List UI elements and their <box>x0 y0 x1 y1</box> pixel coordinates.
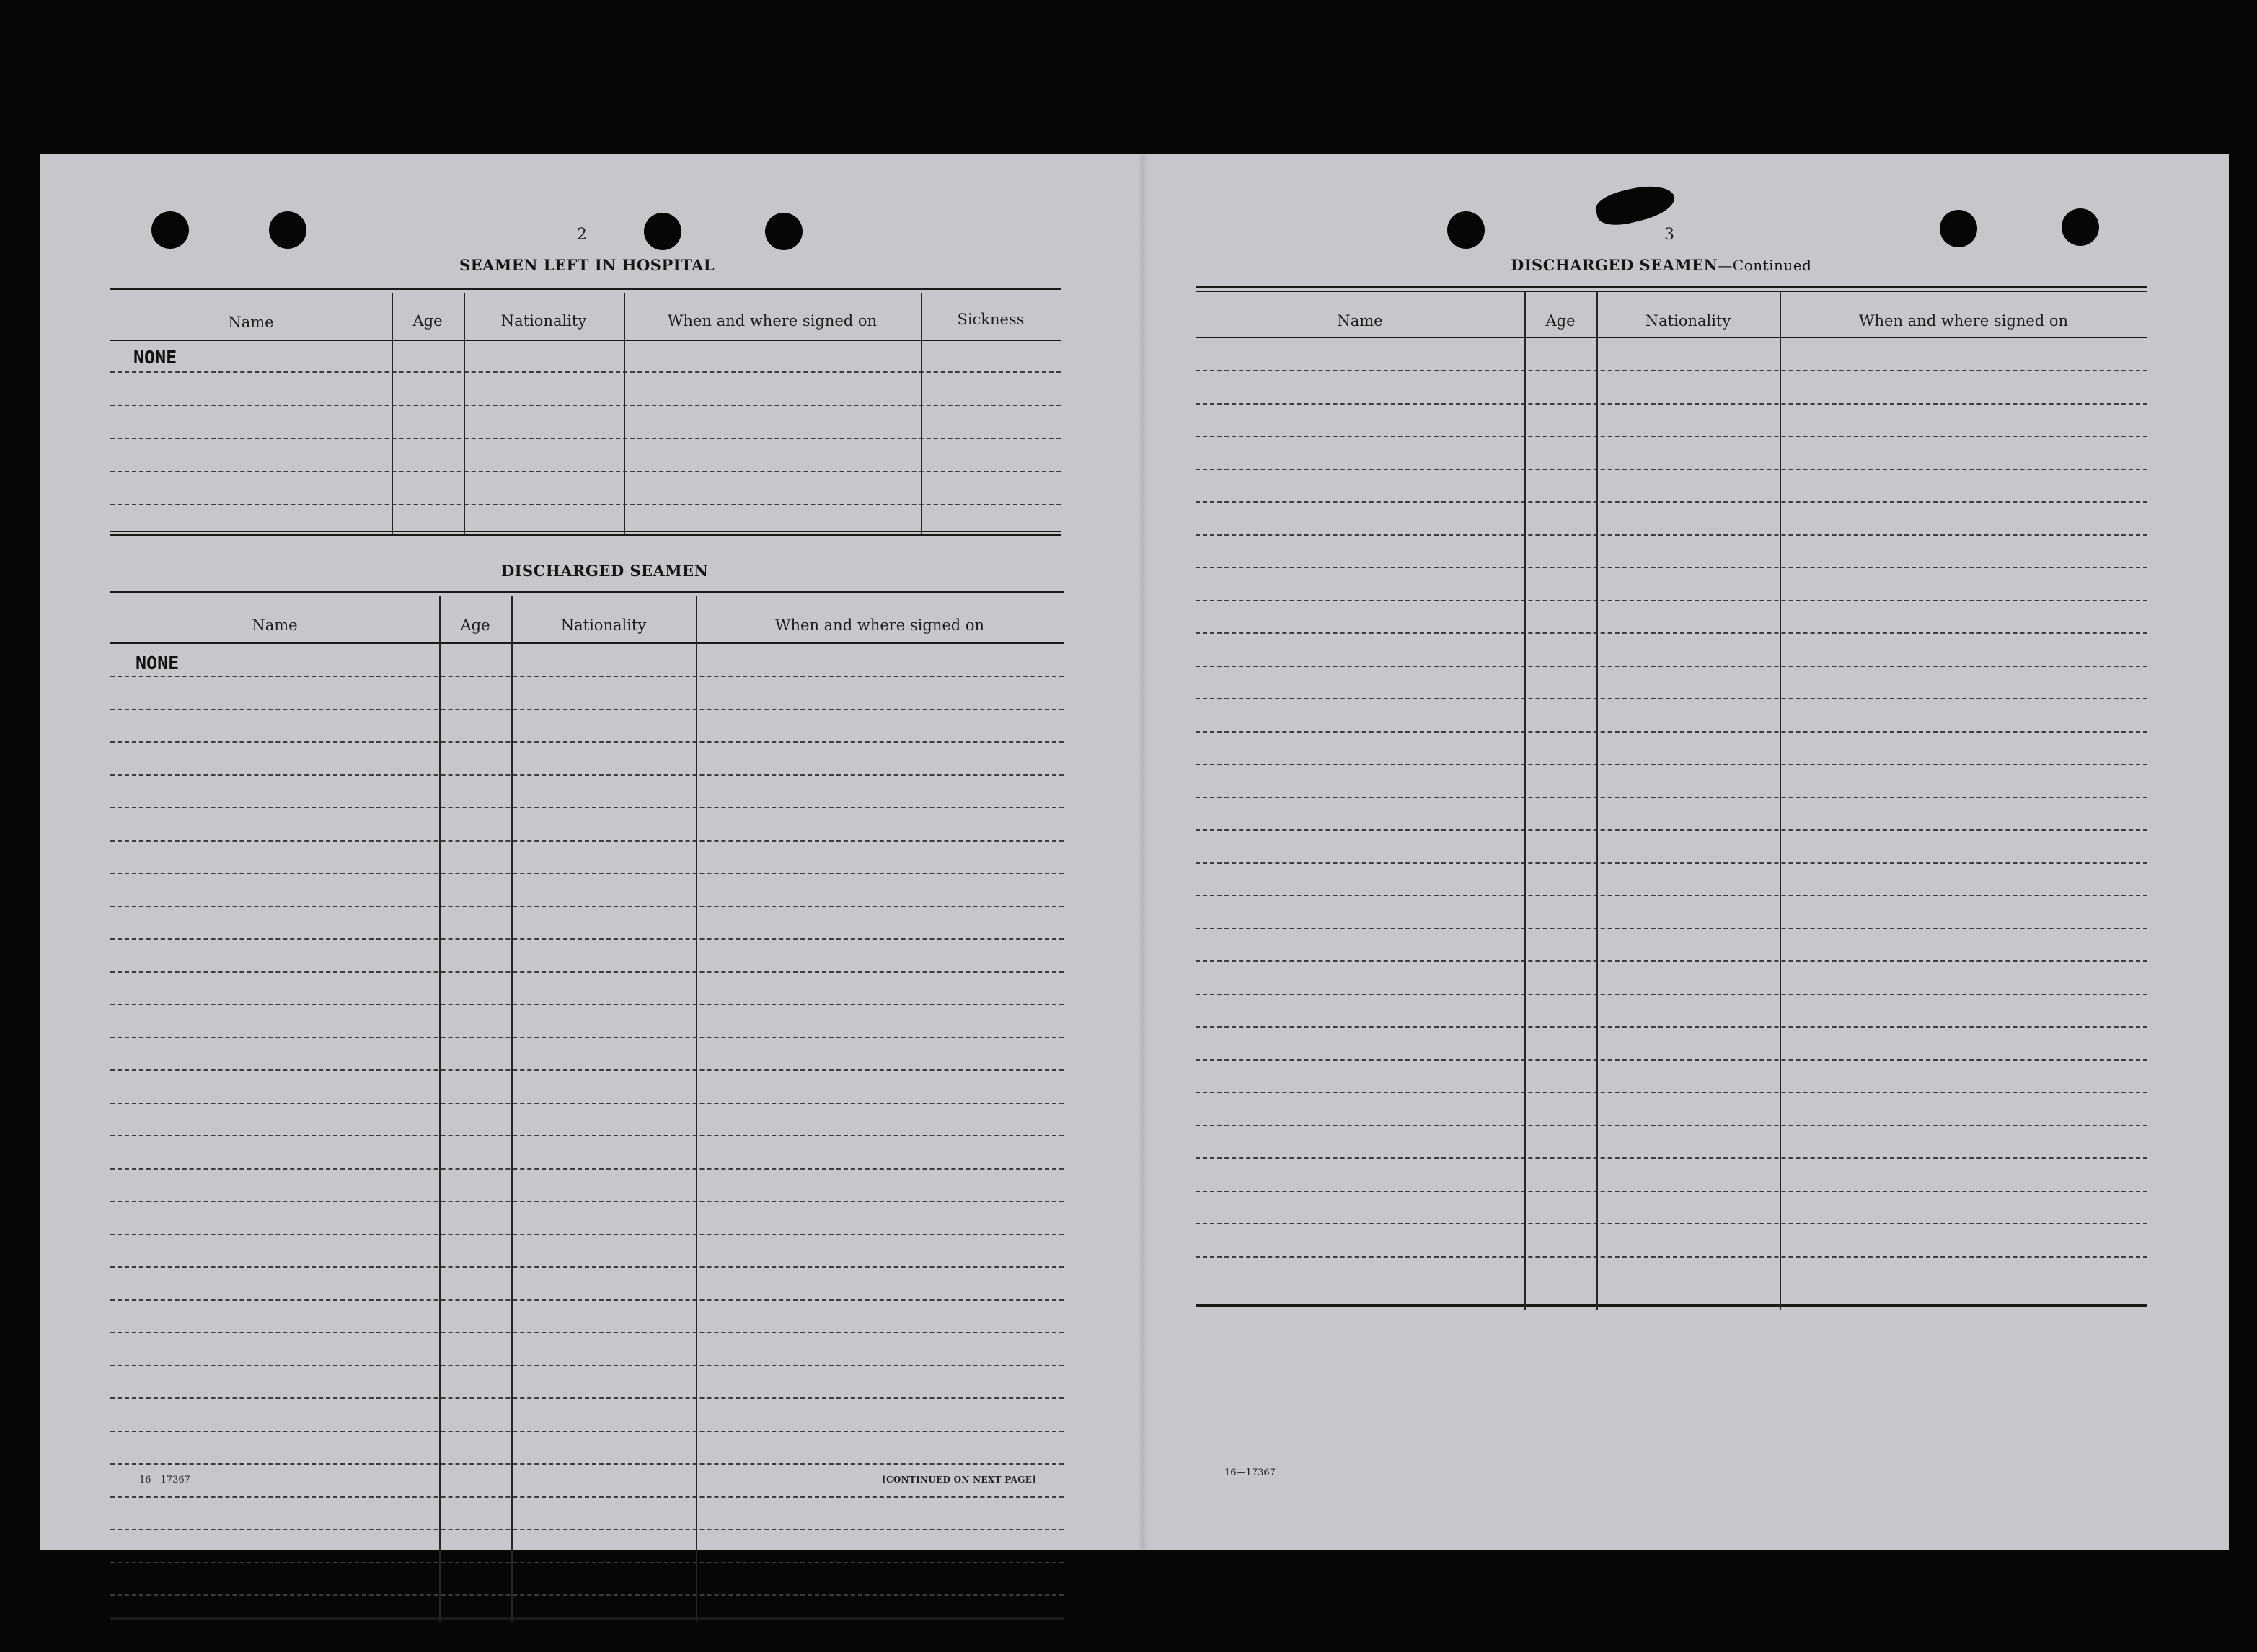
column-header-signed-on: When and where signed on <box>667 312 878 330</box>
hospital-table <box>110 288 1061 540</box>
form-number: 16—17367 <box>1224 1467 1276 1478</box>
table-row-line <box>110 1168 1064 1170</box>
table-row-line <box>1196 501 2147 503</box>
column-header-age: Age <box>460 617 490 634</box>
table-row-line <box>110 1201 1064 1202</box>
page-fold <box>1138 154 1149 1550</box>
table-row-line <box>110 840 1064 842</box>
table-row-line <box>110 1431 1064 1432</box>
punch-hole <box>1447 211 1485 249</box>
table-row-line <box>110 873 1064 874</box>
title-suffix: —Continued <box>1718 257 1812 274</box>
column-header-nationality: Nationality <box>500 312 587 330</box>
column-header-signed-on: When and where signed on <box>1858 312 2069 330</box>
table-bottom-rule <box>1196 1302 2147 1307</box>
discharged-entry-name: NONE <box>136 653 180 673</box>
table-row-line <box>1196 1157 2147 1159</box>
table-row-line <box>1196 829 2147 831</box>
page-number: 3 <box>1664 226 1674 244</box>
table-row-line <box>110 1135 1064 1136</box>
title-main: DISCHARGED SEAMEN <box>1511 256 1718 274</box>
table-row-line <box>1196 1223 2147 1224</box>
table-row-line <box>110 1103 1064 1104</box>
table-row-line <box>110 1365 1064 1366</box>
table-row-line <box>110 971 1064 973</box>
page-number: 2 <box>577 226 587 244</box>
table-row-line <box>1196 1059 2147 1061</box>
discharged-title: DISCHARGED SEAMEN <box>501 562 709 580</box>
table-row-line <box>1196 632 2147 634</box>
table-row-line <box>1196 1191 2147 1192</box>
table-row-line <box>1196 403 2147 405</box>
table-row-line <box>110 1529 1064 1530</box>
table-row-line <box>1196 994 2147 995</box>
punch-hole <box>644 213 681 250</box>
table-row-line <box>110 1594 1064 1596</box>
table-row-line <box>1196 370 2147 371</box>
table-row-line <box>1196 534 2147 536</box>
table-row-line <box>1196 436 2147 437</box>
table-row-line <box>110 807 1064 808</box>
table-row-line <box>110 676 1064 677</box>
table-row-line <box>110 1496 1064 1498</box>
punch-hole <box>269 211 306 249</box>
table-row-line <box>1196 960 2147 962</box>
table-row-line <box>1196 797 2147 798</box>
table-row-line <box>110 1266 1064 1268</box>
punch-hole <box>151 211 189 249</box>
table-row-line <box>1196 862 2147 864</box>
manifest-sheet <box>40 154 2229 1550</box>
column-header-name: Name <box>228 314 274 331</box>
table-row-line <box>1196 731 2147 733</box>
punch-hole <box>1940 210 1977 247</box>
table-row-line <box>110 1234 1064 1235</box>
table-row-line <box>1196 1256 2147 1258</box>
table-row-line <box>1196 1092 2147 1093</box>
table-row-line <box>110 938 1064 940</box>
column-header-nationality: Nationality <box>1645 312 1731 330</box>
discharged-table <box>110 591 1064 1629</box>
table-row-line <box>110 1397 1064 1399</box>
column-header-sickness: Sickness <box>957 311 1025 328</box>
torn-hole <box>1593 179 1678 230</box>
table-row-line <box>1196 666 2147 667</box>
table-row-line <box>110 1037 1064 1038</box>
column-header-signed-on: When and where signed on <box>774 617 985 634</box>
form-number: 16—17367 <box>139 1475 190 1485</box>
table-row-line <box>1196 764 2147 765</box>
punch-hole <box>765 213 803 250</box>
column-header-name: Name <box>1337 312 1383 330</box>
table-row-line <box>1196 1125 2147 1126</box>
table-row-line <box>1196 469 2147 470</box>
table-row-line <box>1196 698 2147 699</box>
column-header-age: Age <box>1545 312 1576 330</box>
table-row-line <box>1196 895 2147 896</box>
punch-hole <box>2062 208 2099 246</box>
column-header-nationality: Nationality <box>560 617 647 634</box>
hospital-title: SEAMEN LEFT IN HOSPITAL <box>459 256 715 274</box>
table-row-line <box>110 1562 1064 1563</box>
table-row-line <box>110 1332 1064 1333</box>
table-row-line <box>110 906 1064 907</box>
discharged-continued-title <box>1511 256 1811 274</box>
table-row-line <box>1196 600 2147 601</box>
table-row-line <box>1196 928 2147 929</box>
discharged-continued-table <box>1196 286 2147 1317</box>
table-row-line <box>110 1004 1064 1005</box>
column-header-name: Name <box>252 617 298 634</box>
table-row-line <box>110 1069 1064 1071</box>
table-row-line <box>110 1463 1064 1465</box>
table-row-line <box>110 741 1064 743</box>
table-bottom-rule <box>110 1615 1064 1620</box>
table-row-line <box>110 774 1064 776</box>
column-header-age: Age <box>412 312 443 330</box>
table-row-line <box>110 709 1064 710</box>
table-row-line <box>1196 567 2147 568</box>
table-row-line <box>110 1299 1064 1301</box>
continued-note: [CONTINUED ON NEXT PAGE] <box>882 1475 1037 1485</box>
table-row-line <box>1196 1026 2147 1028</box>
hospital-entry-name: NONE <box>133 347 177 368</box>
